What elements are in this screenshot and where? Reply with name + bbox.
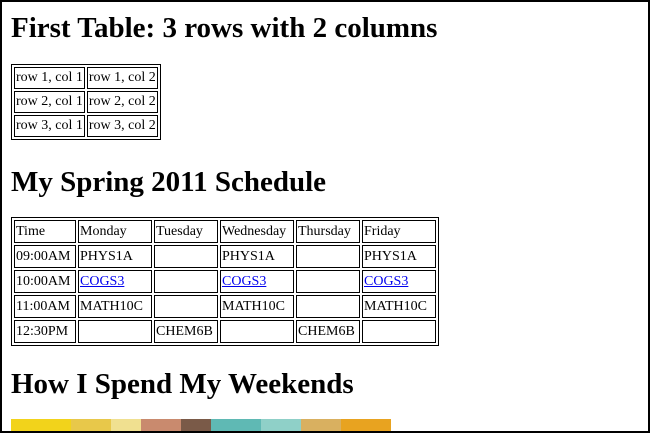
table-row [14, 67, 158, 89]
schedule-cell: PHYS1A [362, 245, 436, 268]
photo-segment [71, 419, 111, 433]
table-row [14, 245, 436, 268]
header-cell-friday: Friday [362, 220, 436, 243]
weekends-heading: How I Spend My Weekends [11, 368, 354, 400]
schedule-cell [78, 320, 152, 343]
schedule-cell [154, 295, 218, 318]
schedule-cell: PHYS1A [78, 245, 152, 268]
schedule-cell [296, 270, 360, 293]
photo-segment [211, 419, 261, 433]
schedule-cell [220, 270, 294, 293]
table-row [14, 115, 158, 137]
photo-segment [341, 419, 391, 433]
schedule-cell: PHYS1A [220, 245, 294, 268]
table-cell: row 3, col 2 [87, 115, 158, 137]
table-row [14, 320, 436, 343]
schedule-cell: CHEM6B [296, 320, 360, 343]
table-cell: row 2, col 2 [87, 91, 158, 113]
time-cell: 11:00AM [14, 295, 76, 318]
schedule-cell: MATH10C [78, 295, 152, 318]
schedule-cell: CHEM6B [154, 320, 218, 343]
schedule-cell [296, 295, 360, 318]
cogs3-link-friday[interactable]: COGS3 [364, 274, 409, 289]
table-row [14, 270, 436, 293]
schedule-header-row [14, 220, 436, 243]
table-row [14, 91, 158, 113]
header-cell-tuesday: Tuesday [154, 220, 218, 243]
schedule-cell: MATH10C [362, 295, 436, 318]
schedule-cell [296, 245, 360, 268]
time-cell: 09:00AM [14, 245, 76, 268]
schedule-cell: MATH10C [220, 295, 294, 318]
schedule-heading: My Spring 2011 Schedule [11, 166, 327, 198]
schedule-cell [220, 320, 294, 343]
schedule-cell [78, 270, 152, 293]
weekend-photo [11, 419, 391, 433]
cogs3-link-monday[interactable]: COGS3 [80, 274, 125, 289]
schedule-cell [362, 270, 436, 293]
photo-segment [181, 419, 211, 433]
table-cell: row 1, col 2 [87, 67, 158, 89]
first-table-heading: First Table: 3 rows with 2 columns [11, 12, 438, 44]
time-cell: 10:00AM [14, 270, 76, 293]
table-cell: row 1, col 1 [14, 67, 85, 89]
photo-segment [11, 419, 71, 433]
photo-segment [141, 419, 181, 433]
photo-segment [111, 419, 141, 433]
schedule-cell [154, 245, 218, 268]
header-cell-wednesday: Wednesday [220, 220, 294, 243]
schedule-table [11, 217, 439, 346]
photo-segment [261, 419, 301, 433]
table-row [14, 295, 436, 318]
schedule-cell [362, 320, 436, 343]
photo-segment [301, 419, 341, 433]
table-cell: row 3, col 1 [14, 115, 85, 137]
header-cell-monday: Monday [78, 220, 152, 243]
schedule-cell [154, 270, 218, 293]
table-cell: row 2, col 1 [14, 91, 85, 113]
time-cell: 12:30PM [14, 320, 76, 343]
header-cell-time: Time [14, 220, 76, 243]
first-table [11, 64, 161, 140]
cogs3-link-wednesday[interactable]: COGS3 [222, 274, 267, 289]
header-cell-thursday: Thursday [296, 220, 360, 243]
